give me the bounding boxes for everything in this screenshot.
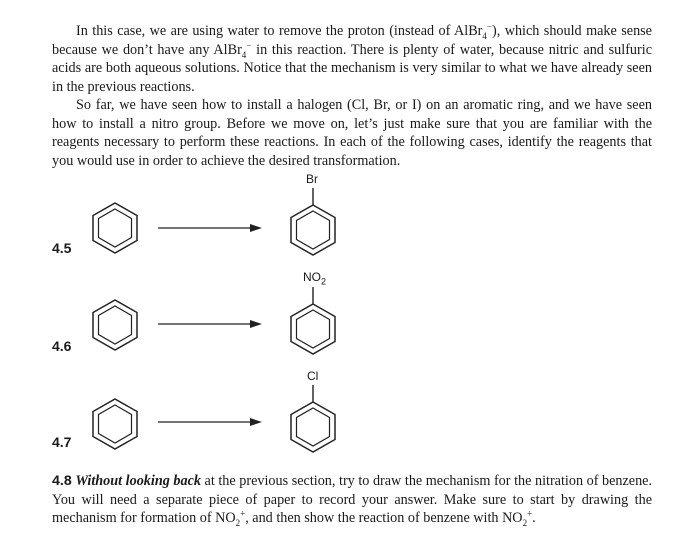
product-substituent-label: Br [306, 172, 318, 186]
benzene-reactant-icon [90, 200, 140, 256]
nitrobenzene-product-icon [288, 285, 338, 357]
benzene-reactant-icon [90, 396, 140, 452]
product-substituent-label: Cl [307, 369, 319, 383]
problem-number: 4.7 [52, 434, 72, 450]
reaction-arrow [158, 318, 262, 330]
intro-paragraph: In this case, we are using water to remove the proton (instead of AlBr$_4$−), which should make sense because we don’t have any AlBr$_4$− in this reaction. There is plenty of water, because nitric and sulfuric acids are both aqueous solutions. Notice that the mechanism is very similar to what we have already seen in the previous reactions. [52, 21, 652, 95]
reaction-arrow [158, 416, 262, 428]
problem-number: 4.5 [52, 240, 72, 256]
emphasis-text: Without looking back [75, 473, 201, 489]
reaction-arrow [158, 222, 262, 234]
bromobenzene-product-icon [288, 186, 338, 258]
instructions-paragraph: So far, we have seen how to install a halogen (Cl, Br, or I) on an aromatic ring, and we have seen how to install a nitro group. Before we move on, let’s just make sure that you are familiar with the reagents necessary to perform these reactions. In each of the following cases, identify the reagents that you would use in order to achieve the desired transformation. [52, 97, 652, 169]
benzene-reactant-icon [90, 297, 140, 353]
chlorobenzene-product-icon [288, 383, 338, 455]
problem-4-8-paragraph: 4.8 Without looking back at the previous section, try to draw the mechanism for the nitration of benzene. You will need a separate piece of paper to record your answer. Make sure to start by drawing the mechanism for formation of $NO_2^+$, and then show the reaction of benzene with $NO_2^+$. [52, 473, 653, 529]
problem-number: 4.8 [52, 473, 72, 489]
problem-number: 4.6 [52, 338, 72, 354]
product-substituent-label: $NO_2$ [303, 270, 327, 287]
